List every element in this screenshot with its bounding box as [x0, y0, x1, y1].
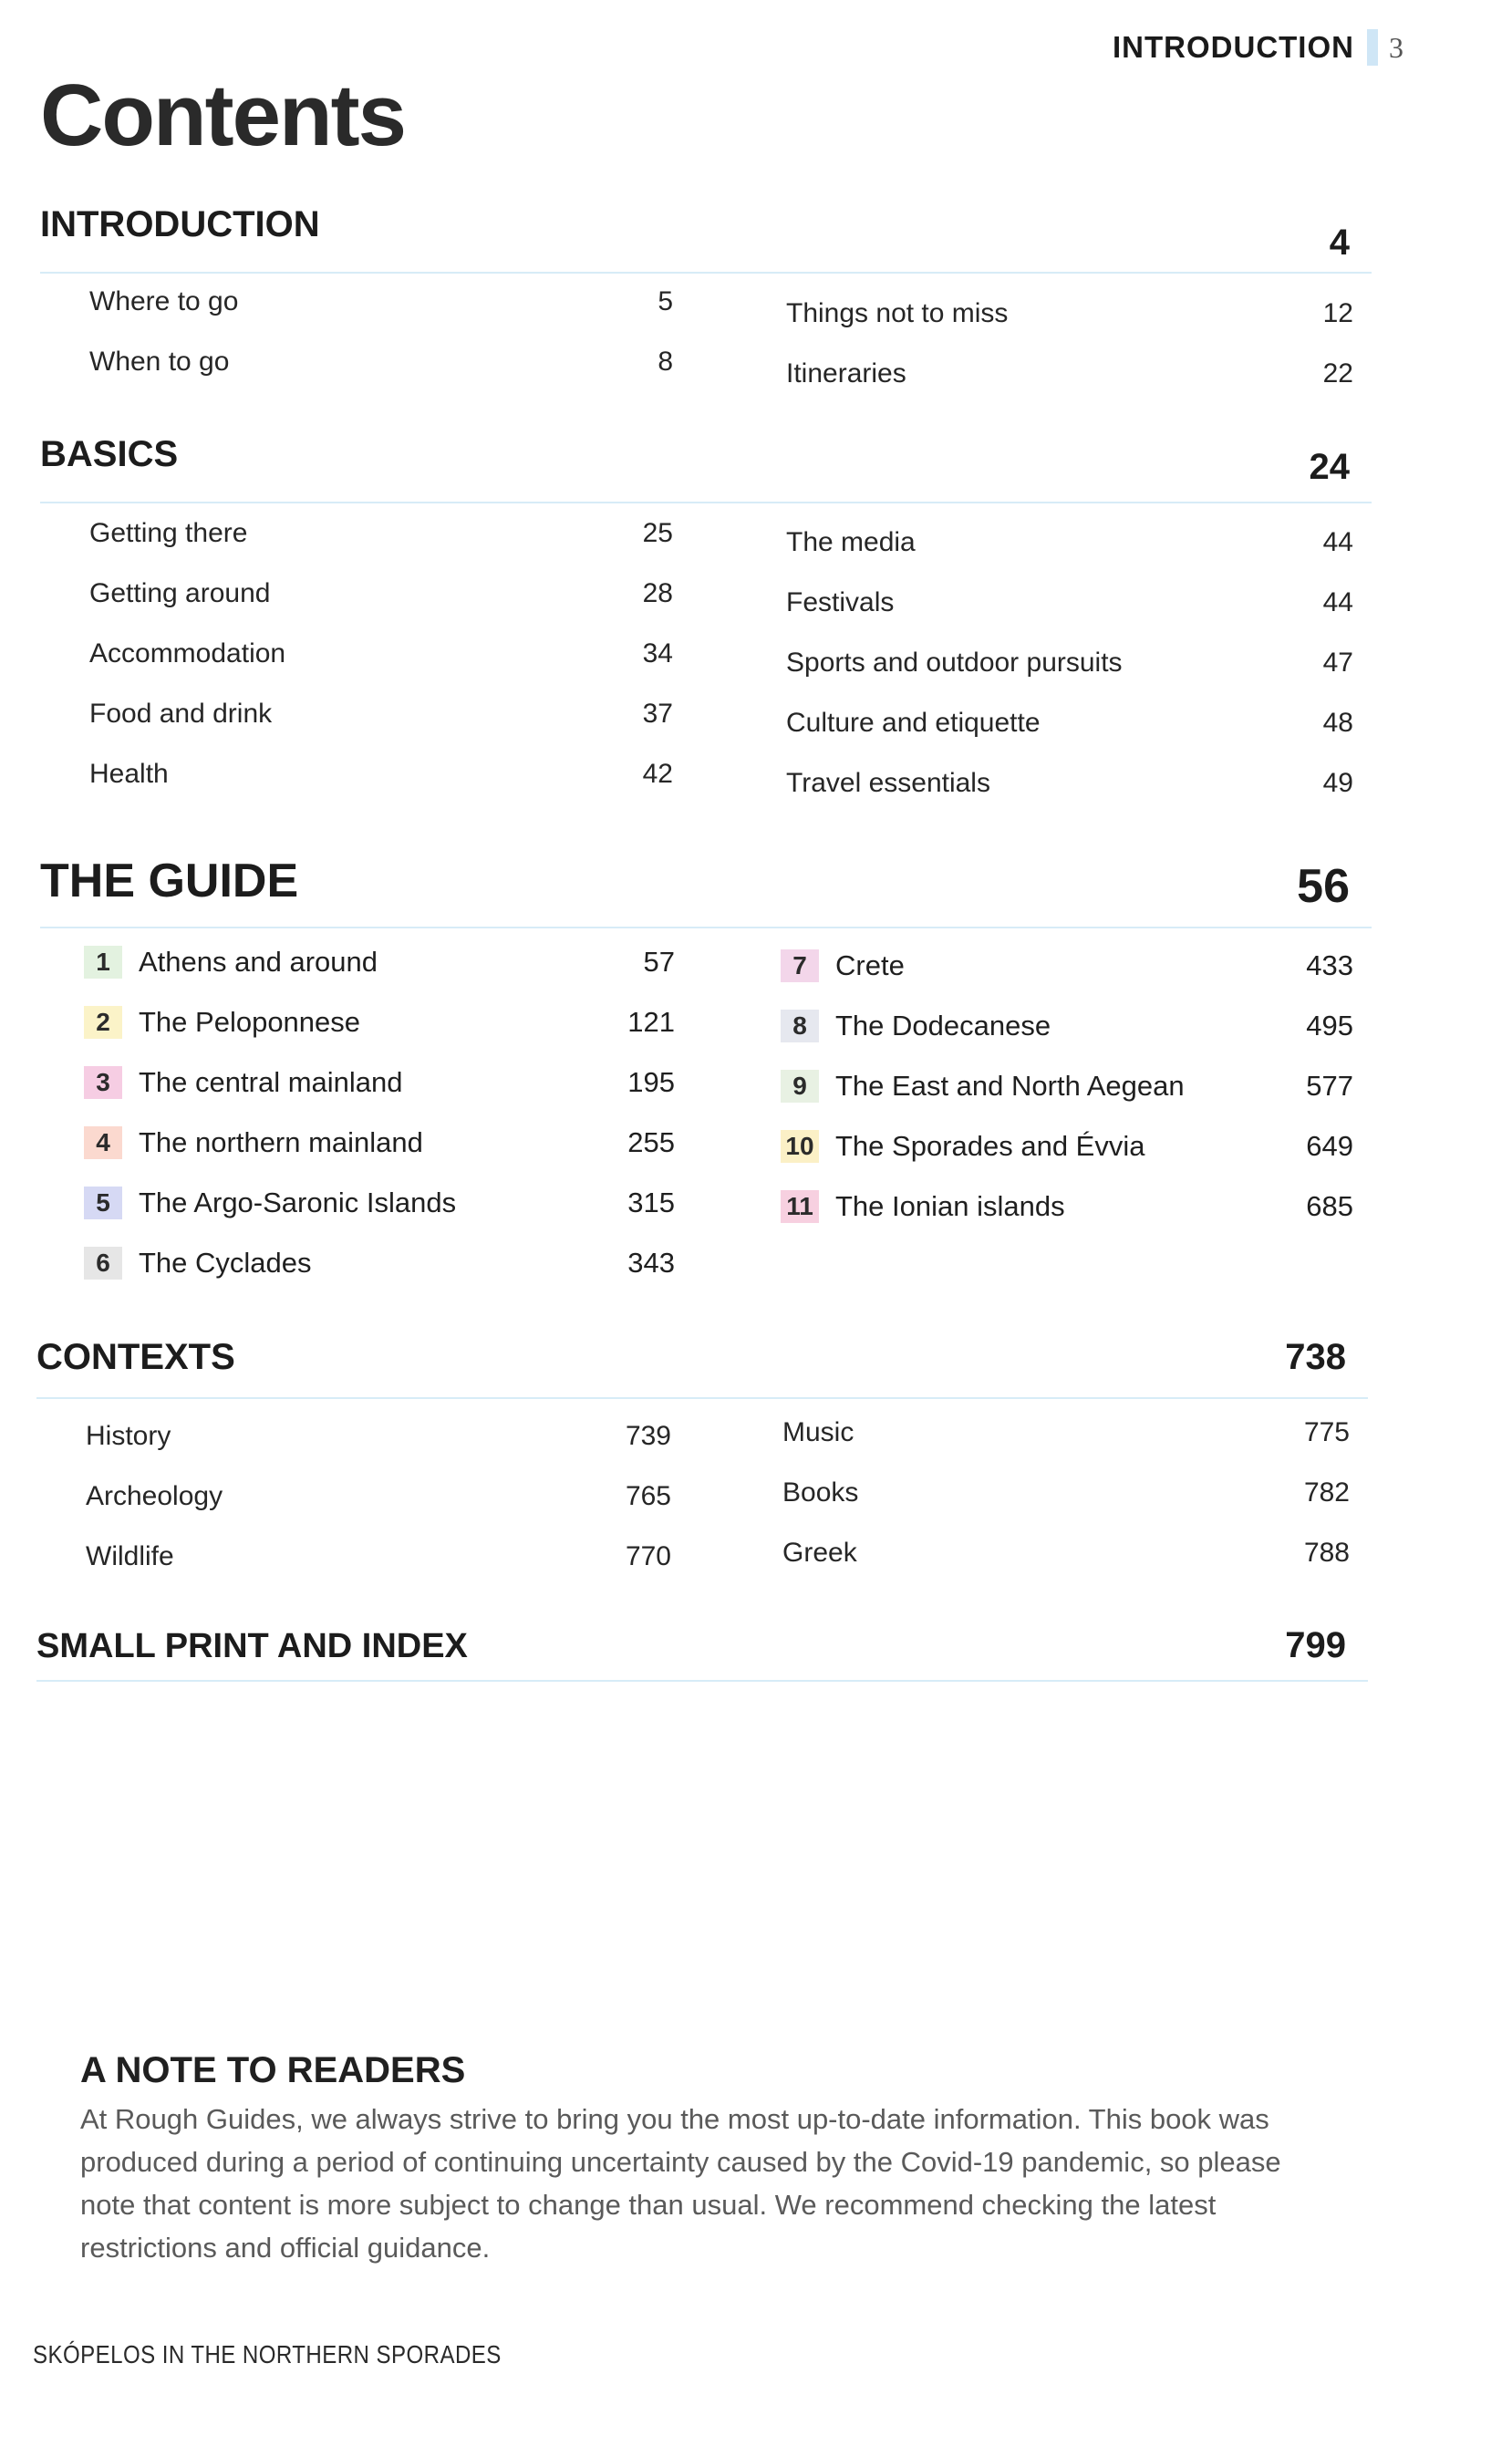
section-rule: [36, 1680, 1368, 1682]
toc-entry[interactable]: [786, 522, 1353, 564]
section-page: 4: [1329, 223, 1350, 263]
chapter-page: 195: [627, 1066, 675, 1098]
section-heading[interactable]: CONTEXTS: [36, 1337, 235, 1377]
toc-entry[interactable]: [786, 582, 1353, 624]
chapter-number: 9: [781, 1070, 819, 1103]
entry-label: Music: [782, 1417, 854, 1447]
section-page: 56: [1297, 860, 1350, 913]
guide-chapter[interactable]: [84, 1120, 675, 1166]
chapter-page: 685: [1306, 1190, 1353, 1222]
chapter-label: The Dodecanese: [835, 1010, 1051, 1042]
running-head: [1113, 27, 1414, 67]
chapter-page: 57: [643, 946, 675, 978]
chapter-page: 649: [1306, 1130, 1353, 1162]
chapter-number: 5: [84, 1187, 122, 1219]
chapter-label: The Peloponnese: [139, 1006, 361, 1038]
entry-label: Itineraries: [786, 358, 906, 389]
entry-label: Culture and etiquette: [786, 708, 1041, 738]
chapter-page: 255: [627, 1126, 675, 1158]
toc-entry[interactable]: [86, 1536, 671, 1578]
section-small-print: [0, 1623, 1512, 1705]
entry-label: Books: [782, 1477, 859, 1508]
entry-page: 782: [1303, 1477, 1350, 1508]
entry-page: 5: [658, 286, 673, 316]
toc-entry[interactable]: [782, 1532, 1350, 1574]
guide-chapter[interactable]: [781, 1184, 1353, 1229]
entry-page: 28: [642, 578, 673, 608]
chapter-number: 8: [781, 1010, 819, 1042]
entry-label: Health: [89, 759, 169, 789]
entry-label: The media: [786, 527, 916, 557]
chapter-label: The central mainland: [139, 1066, 403, 1098]
chapter-label: The Sporades and Évvia: [835, 1130, 1145, 1162]
toc-entry[interactable]: [86, 1415, 671, 1457]
entry-label: Sports and outdoor pursuits: [786, 648, 1123, 678]
chapter-page: 495: [1306, 1010, 1353, 1042]
chapter-page: 315: [627, 1187, 675, 1218]
entry-label: Wildlife: [86, 1541, 174, 1571]
running-head-label: INTRODUCTION: [1113, 30, 1354, 64]
guide-chapter[interactable]: [781, 943, 1353, 989]
note-body: At Rough Guides, we always strive to bring you the most up-to-date information. This book was produced during a period of continuing uncertainty caused by the Covid-19 pandemic, so please note that content is more subject to change than usual. We recommend checking the latest restrictions and official guidance.: [80, 2103, 1281, 2264]
section-heading[interactable]: INTRODUCTION: [40, 204, 320, 244]
toc-entry[interactable]: [89, 281, 673, 323]
entry-label: History: [86, 1421, 171, 1451]
entry-label: Greek: [782, 1538, 857, 1568]
section-basics: [0, 430, 1512, 814]
entry-page: 49: [1322, 768, 1353, 798]
entry-label: Travel essentials: [786, 768, 990, 798]
toc-entry[interactable]: [786, 642, 1353, 684]
entry-page: 8: [658, 347, 673, 377]
toc-entry[interactable]: [786, 762, 1353, 804]
section-contexts: [0, 1333, 1512, 1589]
entry-page: 788: [1303, 1538, 1350, 1568]
guide-chapter[interactable]: [781, 1063, 1353, 1109]
entry-label: Archeology: [86, 1481, 223, 1511]
chapter-number: 1: [84, 946, 122, 979]
chapter-number: 10: [781, 1130, 819, 1163]
toc-entry[interactable]: [786, 353, 1353, 395]
toc-entry[interactable]: [786, 702, 1353, 744]
guide-chapter[interactable]: [781, 1003, 1353, 1049]
entry-page: 770: [625, 1541, 671, 1571]
chapter-label: The Ionian islands: [835, 1190, 1065, 1222]
entry-page: 739: [625, 1421, 671, 1451]
guide-chapter[interactable]: [781, 1124, 1353, 1169]
chapter-number: 6: [84, 1247, 122, 1280]
chapter-number: 11: [781, 1190, 819, 1223]
section-heading[interactable]: SMALL PRINT AND INDEX: [36, 1627, 468, 1665]
guide-chapter[interactable]: [84, 1060, 675, 1105]
entry-label: Getting around: [89, 578, 271, 608]
note-title: A NOTE TO READERS: [80, 2050, 466, 2090]
chapter-page: 343: [627, 1247, 675, 1279]
toc-entry[interactable]: [89, 693, 673, 735]
chapter-number: 3: [84, 1066, 122, 1099]
chapter-label: Crete: [835, 949, 905, 981]
section-rule: [36, 1397, 1368, 1399]
section-page: 24: [1309, 447, 1350, 487]
toc-entry[interactable]: [89, 633, 673, 675]
chapter-label: The Cyclades: [139, 1247, 312, 1279]
guide-chapter[interactable]: [84, 939, 675, 985]
entry-label: When to go: [89, 347, 230, 377]
chapter-label: The northern mainland: [139, 1126, 423, 1158]
section-heading[interactable]: THE GUIDE: [40, 855, 299, 907]
entry-page: 47: [1322, 648, 1353, 678]
chapter-label: The Argo-Saronic Islands: [139, 1187, 457, 1218]
guide-chapter[interactable]: [84, 1000, 675, 1045]
section-page: 799: [1285, 1625, 1346, 1665]
chapter-label: The East and North Aegean: [835, 1070, 1185, 1102]
section-rule: [40, 502, 1372, 503]
entry-label: Getting there: [89, 518, 248, 548]
section-rule: [40, 927, 1372, 928]
entry-page: 765: [625, 1481, 671, 1511]
entry-label: Where to go: [89, 286, 239, 316]
entry-page: 25: [642, 518, 673, 548]
toc-entry[interactable]: [786, 293, 1353, 335]
chapter-number: 2: [84, 1006, 122, 1039]
entry-label: Things not to miss: [786, 298, 1009, 328]
toc-entry[interactable]: [89, 573, 673, 615]
toc-entry[interactable]: [782, 1472, 1350, 1514]
entry-page: 44: [1322, 527, 1353, 557]
running-head-bar: [1367, 29, 1378, 66]
chapter-number: 4: [84, 1126, 122, 1159]
toc-entry[interactable]: [86, 1476, 671, 1518]
toc-entry[interactable]: [89, 753, 673, 795]
toc-entry[interactable]: [89, 341, 673, 383]
running-head-page-number: 3: [1388, 30, 1403, 64]
section-introduction: [0, 201, 1512, 401]
page-title: Contents: [40, 67, 405, 164]
entry-page: 12: [1322, 298, 1353, 328]
section-heading[interactable]: BASICS: [40, 434, 179, 474]
section-rule: [40, 272, 1372, 274]
chapter-page: 577: [1306, 1070, 1353, 1102]
entry-page: 37: [642, 699, 673, 729]
guide-chapter[interactable]: [84, 1240, 675, 1286]
footer-caption: SKÓPELOS IN THE NORTHERN SPORADES: [33, 2340, 502, 2368]
toc-entry[interactable]: [782, 1412, 1350, 1454]
entry-label: Food and drink: [89, 699, 273, 729]
toc-entry[interactable]: [89, 513, 673, 554]
section-guide: [0, 848, 1512, 1304]
entry-page: 48: [1322, 708, 1353, 738]
chapter-number: 7: [781, 949, 819, 982]
section-page: 738: [1285, 1337, 1346, 1377]
guide-chapter[interactable]: [84, 1180, 675, 1226]
entry-page: 34: [642, 638, 673, 669]
chapter-page: 433: [1306, 949, 1353, 981]
entry-page: 775: [1303, 1417, 1350, 1447]
chapter-page: 121: [627, 1006, 675, 1038]
chapter-label: Athens and around: [139, 946, 378, 978]
entry-page: 42: [642, 759, 673, 789]
entry-label: Accommodation: [89, 638, 286, 669]
entry-page: 22: [1322, 358, 1353, 389]
entry-label: Festivals: [786, 587, 895, 617]
entry-page: 44: [1322, 587, 1353, 617]
